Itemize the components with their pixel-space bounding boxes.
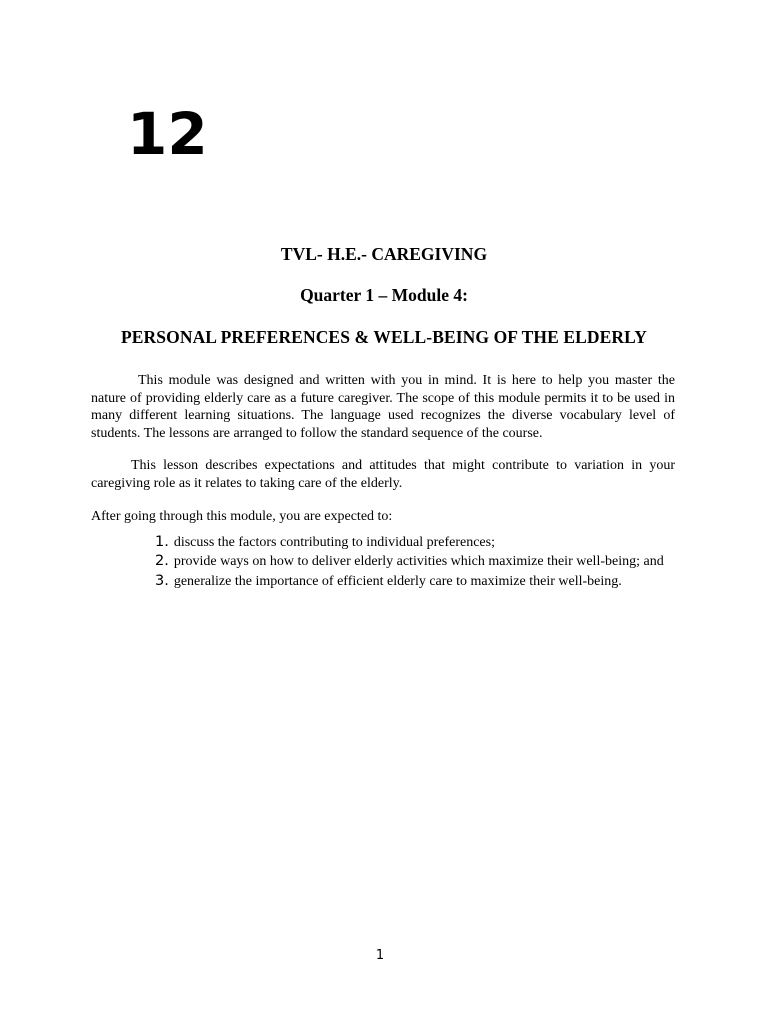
- objective-number: 2.: [155, 553, 169, 570]
- objectives-intro: After going through this module, you are expected to:: [91, 509, 393, 524]
- lesson-description-paragraph: This lesson describes expectations and attitudes that might contribute to variation in your caregiving role as it relates to taking care of the elderly.: [91, 458, 675, 491]
- objective-number: 1.: [155, 534, 169, 550]
- objective-item: [155, 572, 715, 591]
- objective-item: [155, 533, 715, 552]
- objective-text: discuss the factors contributing to individual preferences;: [173, 535, 495, 550]
- objectives-list: [155, 533, 715, 591]
- page-number: 1: [375, 948, 385, 963]
- module-title: PERSONAL PREFERENCES & WELL-BEING OF THE ELDERLY: [120, 327, 648, 347]
- quarter-module-title: Quarter 1 – Module 4:: [300, 285, 468, 305]
- subject-title: TVL- H.E.- CAREGIVING: [280, 244, 488, 264]
- objective-text: provide ways on how to deliver elderly activities which maximize their well-being; and: [173, 554, 664, 570]
- objective-text: generalize the importance of efficient elderly care to maximize their well-being.: [173, 573, 622, 589]
- grade-number: 12: [127, 100, 208, 168]
- objective-item: [155, 552, 715, 571]
- intro-paragraph: This module was designed and written with you in mind. It is here to help you master the nature of providing elderly care as a future caregiver. The scope of this module permits it to be used in many different learning situations. The language used recognizes the diverse vocabulary level of students. The lessons are arranged to follow the standard sequence of the course.: [91, 373, 675, 441]
- objective-number: 3.: [155, 572, 169, 589]
